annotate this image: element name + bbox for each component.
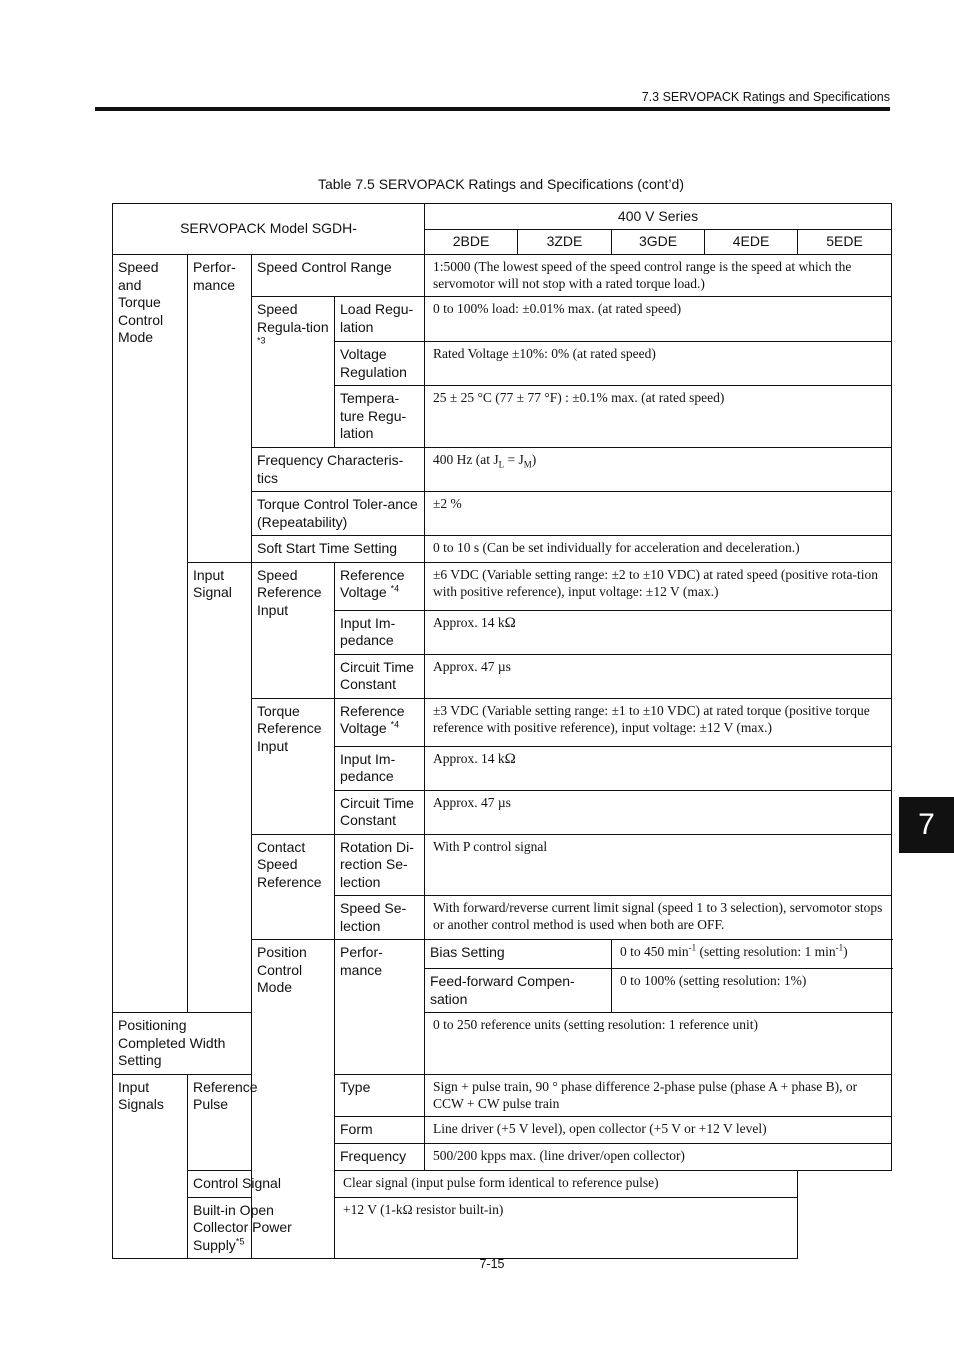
- speed-selection-value: With forward/reverse current limit signal (speed 1 to 3 selection), servomotor stops or another control method is used when both are OFF.: [425, 896, 892, 940]
- torque-reference-input-label: Torque Reference Input: [252, 698, 335, 834]
- input-signals-label: Input Signals: [113, 1074, 188, 1259]
- speed-reference-input-label: Speed Reference Input: [252, 562, 335, 698]
- torque-tolerance-label: Torque Control Toler-ance (Repeatability): [252, 492, 425, 536]
- load-regulation-label: Load Regu-lation: [335, 297, 425, 342]
- load-regulation-value: 0 to 100% load: ±0.01% max. (at rated speed): [425, 297, 892, 342]
- open-collector-label: Built-in Open Collector Power Supply$^{*5}$: [188, 1197, 335, 1259]
- pulse-type-value: Sign + pulse train, 90 ° phase difference 2-phase pulse (phase A + phase B), or CCW + CW pulse train: [425, 1074, 892, 1116]
- contact-speed-reference-label: Contact Speed Reference: [252, 834, 335, 940]
- position-performance-label: Perfor-mance: [335, 940, 425, 1075]
- performance-label: Perfor-mance: [188, 255, 252, 563]
- feed-forward-value: 0 to 100% (setting resolution: 1%): [612, 969, 892, 1013]
- model-4ede: 4EDE: [705, 230, 798, 255]
- torque-ref-impedance-value: Approx. 14 kΩ: [425, 746, 892, 790]
- reference-pulse-label: Reference Pulse: [188, 1074, 252, 1170]
- soft-start-value: 0 to 10 s (Can be set individually for acceleration and deceleration.): [425, 536, 892, 563]
- speed-torque-mode-label: Speed and Torque Control Mode: [113, 255, 188, 1013]
- voltage-regulation-label: Voltage Regulation: [335, 342, 425, 386]
- model-label: SERVOPACK Model SGDH-: [113, 204, 425, 255]
- pulse-form-label: Form: [335, 1116, 425, 1143]
- torque-ref-time-constant-value: Approx. 47 µs: [425, 790, 892, 834]
- soft-start-label: Soft Start Time Setting: [252, 536, 425, 563]
- torque-ref-time-constant-label: Circuit Time Constant: [335, 790, 425, 834]
- page-number: 7-15: [479, 1257, 505, 1271]
- speed-regulation-text: Speed Regula-tion: [257, 301, 329, 335]
- speed-ref-impedance-value: Approx. 14 kΩ: [425, 610, 892, 654]
- input-signal-label: Input Signal: [188, 562, 252, 1013]
- chapter-tab: 7: [899, 797, 954, 853]
- torque-ref-voltage-value: ±3 VDC (Variable setting range: ±1 to ±10 VDC) at rated torque (positive torque reference with positive reference), input voltage: ±12 V (max.): [425, 698, 892, 746]
- control-signal-label: Control Signal: [188, 1170, 335, 1197]
- frequency-characteristics-label: Frequency Characteris-tics: [252, 448, 425, 492]
- note-5: *5: [235, 1235, 245, 1246]
- bias-setting-value: 0 to 450 $\min^{-1}$ (setting resolution: 1 $\min^{-1}$): [612, 940, 892, 969]
- pulse-type-label: Type: [335, 1074, 425, 1116]
- open-collector-value: +12 V (1-kΩ resistor built-in): [335, 1197, 798, 1259]
- table-caption: Table 7.5 SERVOPACK Ratings and Specifications (cont’d): [317, 176, 684, 192]
- control-signal-value: Clear signal (input pulse form identical to reference pulse): [335, 1170, 798, 1197]
- header-rule: [95, 107, 890, 111]
- positioning-completed-label: Positioning Completed Width Setting: [113, 1013, 252, 1075]
- speed-selection-label: Speed Se-lection: [335, 896, 425, 940]
- speed-ref-voltage-value: ±6 VDC (Variable setting range: ±2 to ±10 VDC) at rated speed (positive rota-tion with positive reference), input voltage: ±12 V (max.): [425, 562, 892, 610]
- temperature-regulation-value: 25 ± 25 °C (77 ± 77 °F) : ±0.1% max. (at rated speed): [425, 386, 892, 448]
- note-4: *4: [390, 719, 400, 730]
- series-header: 400 V Series: [425, 204, 892, 230]
- pulse-form-value: Line driver (+5 V level), open collector (+5 V or +12 V level): [425, 1116, 892, 1143]
- pulse-frequency-label: Frequency: [335, 1143, 425, 1170]
- note-3: *3: [257, 335, 266, 346]
- pulse-frequency-value: 500/200 kpps max. (line driver/open collector): [425, 1143, 892, 1170]
- torque-ref-voltage-label: Reference Voltage $^{*4}$: [335, 698, 425, 746]
- running-header: 7.3 SERVOPACK Ratings and Specifications: [641, 90, 890, 104]
- speed-ref-voltage-label: Reference Voltage $^{*4}$: [335, 562, 425, 610]
- position-mode-label: Position Control Mode: [252, 940, 335, 1259]
- positioning-completed-value: 0 to 250 reference units (setting resolution: 1 reference unit): [425, 1013, 892, 1075]
- bias-setting-label: Bias Setting: [425, 940, 612, 969]
- temperature-regulation-label: Tempera-ture Regu-lation: [335, 386, 425, 448]
- torque-ref-impedance-label: Input Im-pedance: [335, 746, 425, 790]
- voltage-regulation-value: Rated Voltage ±10%: 0% (at rated speed): [425, 342, 892, 386]
- model-5ede: 5EDE: [798, 230, 892, 255]
- frequency-characteristics-value: 400 Hz (at $J_L = J_M$): [425, 448, 892, 492]
- rotation-direction-value: With P control signal: [425, 834, 892, 896]
- note-4: *4: [390, 583, 400, 594]
- model-3zde: 3ZDE: [518, 230, 612, 255]
- feed-forward-label: Feed-forward Compen-sation: [425, 969, 612, 1013]
- spec-table: [112, 203, 892, 1259]
- speed-regulation-label: [252, 297, 335, 448]
- model-2bde: 2BDE: [425, 230, 518, 255]
- torque-tolerance-value: ±2 %: [425, 492, 892, 536]
- speed-range-label: Speed Control Range: [252, 255, 425, 297]
- speed-ref-time-constant-value: Approx. 47 µs: [425, 654, 892, 698]
- speed-ref-time-constant-label: Circuit Time Constant: [335, 654, 425, 698]
- speed-ref-impedance-label: Input Im-pedance: [335, 610, 425, 654]
- model-3gde: 3GDE: [612, 230, 705, 255]
- speed-range-value: 1:5000 (The lowest speed of the speed control range is the speed at which the servomotor will not stop with a rated torque load.): [425, 255, 892, 297]
- rotation-direction-label: Rotation Di-rection Se-lection: [335, 834, 425, 896]
